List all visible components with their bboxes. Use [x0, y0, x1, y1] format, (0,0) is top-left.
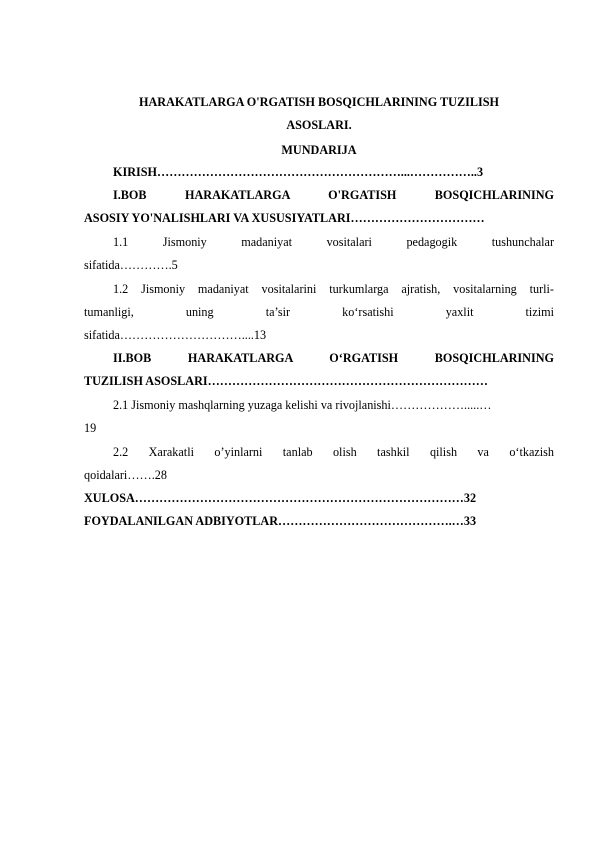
toc-entry-intro: KIRISH……………………………………………………...……………..3: [113, 165, 484, 179]
toc-section-1-2-line-2: tumanligi, uning ta’sir ko‘rsatishi yaxlit tizimi: [84, 305, 554, 319]
toc-chapter-2-line-2: TUZILISH ASOSLARI……………………………………………………………: [84, 374, 488, 388]
toc-section-1-1-line-2: sifatida………….5: [84, 258, 178, 272]
toc-chapter-2-line-1: II.BOB HARAKATLARGA O‘RGATISH BOSQICHLARINING: [113, 351, 554, 365]
toc-section-1-1-line-1: 1.1 Jismoniy madaniyat vositalari pedagogik tushunchalar: [113, 235, 554, 249]
toc-section-2-1-line-2: 19: [84, 421, 97, 435]
toc-entry-conclusion: XULOSA………………………………………………………………………32: [84, 491, 477, 505]
document-title-line-2: ASOSLARI.: [286, 118, 352, 132]
toc-section-1-2-line-1: 1.2 Jismoniy madaniyat vositalarini turkumlarga ajratish, vositalarning turli-: [113, 282, 554, 296]
toc-section-2-2-line-2: qoidalari…….28: [84, 468, 167, 482]
toc-heading: MUNDARIJA: [281, 143, 357, 157]
toc-chapter-1-line-1: I.BOB HARAKATLARGA O'RGATISH BOSQICHLARINING: [113, 188, 554, 202]
toc-entry-bibliography: FOYDALANILGAN ADBIYOTLAR…………………………………….…33: [84, 514, 477, 528]
toc-chapter-1-line-2: ASOSIY YO'NALISHLARI VA XUSUSIYATLARI……………………………: [84, 211, 485, 225]
toc-section-1-2-line-3: sifatida…………………………....13: [84, 328, 267, 342]
toc-section-2-1-line-1: 2.1 Jismoniy mashqlarning yuzaga kelishi va rivojlanishi……………….....…: [113, 398, 492, 412]
document-title-line-1: HARAKATLARGA O'RGATISH BOSQICHLARINING TUZILISH: [139, 95, 499, 109]
toc-section-2-2-line-1: 2.2 Xarakatli o’yinlarni tanlab olish tashkil qilish va o‘tkazish: [113, 445, 554, 459]
